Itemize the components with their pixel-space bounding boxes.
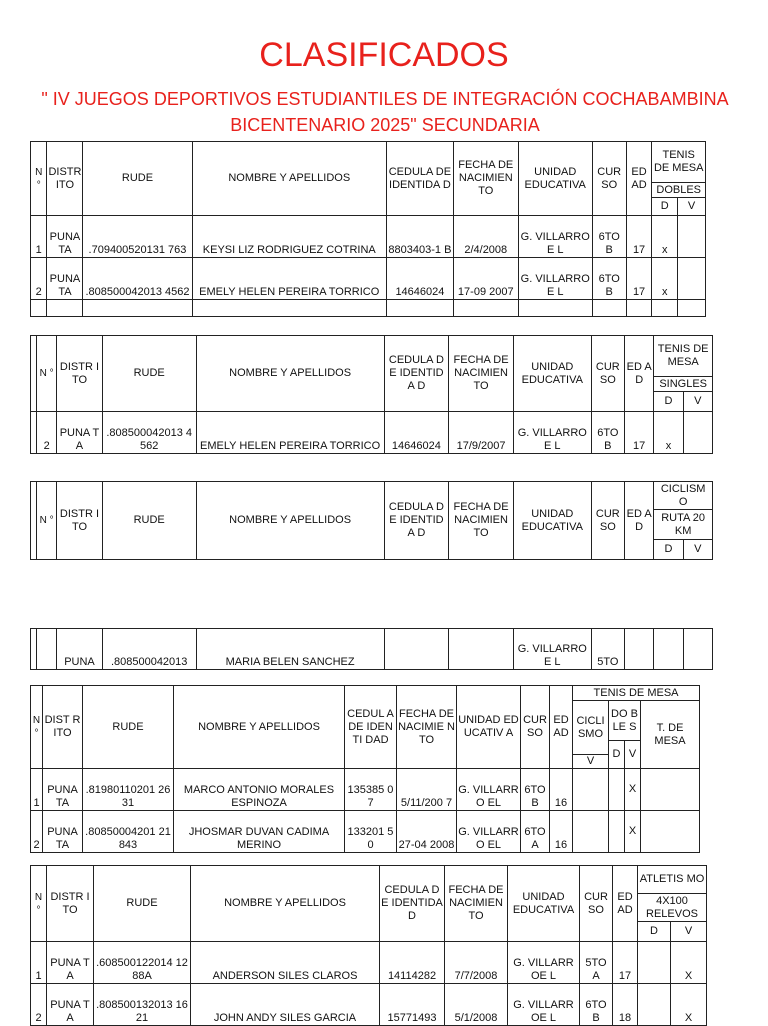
header-rude: RUDE bbox=[102, 336, 196, 412]
cell-rude: .80850004201 21843 bbox=[83, 811, 174, 853]
cell-fecha bbox=[449, 629, 514, 670]
cell-tdemesa bbox=[641, 769, 700, 811]
header-curso: CUR SO bbox=[591, 482, 624, 560]
header-curso: CUR SO bbox=[580, 866, 613, 942]
cell-curso: 5TO A bbox=[580, 942, 613, 984]
cell-ci: 14646024 bbox=[386, 258, 453, 300]
header-cedula: CEDUL A DE IDENTI DAD bbox=[345, 686, 397, 769]
cell-distrito: PUNA TA bbox=[47, 984, 94, 1026]
header-n: N ° bbox=[37, 336, 57, 412]
cell-nombre: EMELY HELEN PEREIRA TORRICO bbox=[192, 258, 386, 300]
cell-nombre: ANDERSON SILES CLAROS bbox=[191, 942, 380, 984]
table-row bbox=[31, 769, 700, 811]
cell-nombre: MARCO ANTONIO MORALES ESPINOZA bbox=[174, 769, 345, 811]
cell-d: x bbox=[654, 412, 683, 454]
header-fecha: FECHA DE NACIMIEN TO bbox=[453, 142, 518, 216]
cell-edad: 18 bbox=[613, 984, 638, 1026]
cell-unidad: G. VILLARROE L bbox=[513, 629, 591, 670]
header-rude: RUDE bbox=[83, 686, 174, 769]
header-unidad: UNIDAD EDUCATIVA bbox=[518, 142, 592, 216]
cell-ci bbox=[384, 629, 449, 670]
header-sport: TENIS DE MESA bbox=[652, 142, 706, 183]
header-unidad: UNIDAD EDUCATIVA bbox=[508, 866, 580, 942]
cell-distrito: PUNA TA bbox=[47, 942, 94, 984]
header-v: V bbox=[683, 392, 712, 412]
header-tdemesa: T. DE MESA bbox=[641, 701, 700, 769]
cell-d bbox=[638, 984, 671, 1026]
header-cedula: CEDULA DE IDENTIDA D bbox=[384, 482, 449, 560]
header-v: V bbox=[683, 540, 712, 560]
cell-unidad: G. VILLARRO EL bbox=[457, 811, 521, 853]
header-edad: ED AD bbox=[550, 686, 573, 769]
cell-fecha: 17-09 2007 bbox=[453, 258, 518, 300]
table-row bbox=[31, 258, 706, 300]
table-row bbox=[31, 942, 707, 984]
header-edad: ED AD bbox=[625, 482, 654, 560]
cell-d bbox=[654, 629, 683, 670]
cell-fecha: 5/1/2008 bbox=[445, 984, 508, 1026]
cell-v: X bbox=[625, 811, 641, 853]
header-d: D bbox=[654, 392, 683, 412]
table-row-empty bbox=[31, 300, 706, 317]
cell-v bbox=[683, 412, 712, 454]
cell-rude: .808500042013 bbox=[102, 629, 196, 670]
cell-unidad: G. VILLARRO EL bbox=[457, 769, 521, 811]
cell-curso: 6TO B bbox=[592, 216, 626, 258]
cell-edad: 16 bbox=[550, 811, 573, 853]
cell-ci: 14114282 bbox=[380, 942, 445, 984]
cell-fecha: 17/9/2007 bbox=[449, 412, 514, 454]
header-nombre: NOMBRE Y APELLIDOS bbox=[196, 336, 384, 412]
cell-d: x bbox=[652, 216, 678, 258]
header-distrito: DIST RITO bbox=[43, 686, 83, 769]
subtitle-line-1: " IV JUEGOS DEPORTIVOS ESTUDIANTILES DE INTEGRACIÓN COCHABAMBINA bbox=[41, 89, 729, 109]
cell-unidad: G. VILLARROE L bbox=[508, 942, 580, 984]
header-modality: SINGLES bbox=[654, 377, 713, 392]
cell-edad bbox=[625, 629, 654, 670]
cell-nombre: EMELY HELEN PEREIRA TORRICO bbox=[196, 412, 384, 454]
header-ciclismo: CICLI SMO bbox=[573, 701, 609, 755]
cell-tdemesa bbox=[641, 811, 700, 853]
cell-d: x bbox=[652, 258, 678, 300]
header-modality: RUTA 20 KM bbox=[654, 510, 713, 540]
header-rude: RUDE bbox=[102, 482, 196, 560]
header-distrito: DISTR ITO bbox=[47, 866, 94, 942]
table-ciclismo-rows bbox=[30, 628, 713, 670]
cell-curso: 6TO B bbox=[580, 984, 613, 1026]
cell-d bbox=[609, 811, 625, 853]
cell-unidad: G. VILLARROE L bbox=[513, 412, 591, 454]
header-nombre: NOMBRE Y APELLIDOS bbox=[191, 866, 380, 942]
cell-n: 1 bbox=[31, 769, 43, 811]
cell-fecha: 2/4/2008 bbox=[453, 216, 518, 258]
cell-curso: 6TO B bbox=[592, 258, 626, 300]
header-unidad: UNIDAD EDUCATIVA bbox=[513, 482, 591, 560]
page-subtitle bbox=[40, 86, 730, 138]
cell-v bbox=[683, 629, 712, 670]
header-cedula: CEDULA DE IDENTIDA D bbox=[380, 866, 445, 942]
header-distrito: DISTR ITO bbox=[57, 482, 102, 560]
cell-distrito: PUNA TA bbox=[57, 412, 102, 454]
header-distrito: DISTR ITO bbox=[57, 336, 102, 412]
header-v: V bbox=[671, 922, 707, 942]
header-cedula: CEDULA DE IDENTIDA D bbox=[384, 336, 449, 412]
header-fecha: FECHA DE NACIMIE NTO bbox=[397, 686, 457, 769]
table-tenis-varones bbox=[30, 685, 700, 853]
cell-curso: 6TO A bbox=[521, 811, 550, 853]
header-n: N ° bbox=[31, 142, 47, 216]
cell-distrito: PUNA TA bbox=[43, 811, 83, 853]
header-n: N ° bbox=[31, 686, 43, 769]
table-row bbox=[31, 984, 707, 1026]
cell-rude: .808500042013 4562 bbox=[83, 258, 192, 300]
cell-n: 1 bbox=[31, 216, 47, 258]
header-v: V bbox=[678, 198, 706, 216]
table-atletismo bbox=[30, 865, 707, 1026]
cell-edad: 17 bbox=[613, 942, 638, 984]
header-d: D bbox=[609, 741, 625, 769]
header-unidad: UNIDAD EDUCATIV A bbox=[457, 686, 521, 769]
cell-curso: 6TO B bbox=[521, 769, 550, 811]
page-title: CLASIFICADOS bbox=[259, 36, 509, 74]
header-fecha: FECHA DE NACIMIEN TO bbox=[449, 482, 514, 560]
header-fecha: FECHA DE NACIMIEN TO bbox=[445, 866, 508, 942]
cell-n: 2 bbox=[31, 258, 47, 300]
cell-n: 2 bbox=[37, 412, 57, 454]
header-edad: ED AD bbox=[626, 142, 652, 216]
header-rude: RUDE bbox=[83, 142, 192, 216]
cell-nombre: JOHN ANDY SILES GARCIA bbox=[191, 984, 380, 1026]
cell-ci: 133201 50 bbox=[345, 811, 397, 853]
cell-edad: 17 bbox=[625, 412, 654, 454]
cell-n bbox=[37, 629, 57, 670]
table-row bbox=[31, 811, 700, 853]
header-nombre: NOMBRE Y APELLIDOS bbox=[174, 686, 345, 769]
cell-rude: .808500132013 1621 bbox=[94, 984, 191, 1026]
header-unidad: UNIDAD EDUCATIVA bbox=[513, 336, 591, 412]
cell-ci: 15771493 bbox=[380, 984, 445, 1026]
cell-v: X bbox=[625, 769, 641, 811]
header-d: D bbox=[638, 922, 671, 942]
header-modality: 4X100 RELEVOS bbox=[638, 894, 707, 922]
cell-d bbox=[609, 769, 625, 811]
cell-nombre: JHOSMAR DUVAN CADIMA MERINO bbox=[174, 811, 345, 853]
cell-unidad: G. VILLARROE L bbox=[518, 216, 592, 258]
header-modality: DOBLES bbox=[652, 183, 706, 198]
cell-v bbox=[678, 216, 706, 258]
cell-v: X bbox=[671, 942, 707, 984]
header-cedula: CEDULA DE IDENTIDA D bbox=[386, 142, 453, 216]
cell-d bbox=[638, 942, 671, 984]
cell-distrito: PUNA TA bbox=[43, 769, 83, 811]
header-curso: CUR SO bbox=[592, 142, 626, 216]
header-d: D bbox=[654, 540, 683, 560]
cell-rude: .608500122014 1288A bbox=[94, 942, 191, 984]
header-nombre: NOMBRE Y APELLIDOS bbox=[192, 142, 386, 216]
cell-unidad: G. VILLARROE L bbox=[508, 984, 580, 1026]
header-curso: CUR SO bbox=[521, 686, 550, 769]
header-sport: ATLETIS MO bbox=[638, 866, 707, 894]
cell-rude: .709400520131 763 bbox=[83, 216, 192, 258]
cell-ciclismo bbox=[573, 769, 609, 811]
table-tenis-dobles bbox=[30, 141, 706, 317]
header-group: TENIS DE MESA bbox=[573, 686, 700, 701]
header-sport: CICLISM O bbox=[654, 482, 713, 510]
table-row bbox=[31, 216, 706, 258]
cell-v bbox=[678, 258, 706, 300]
header-edad: ED AD bbox=[625, 336, 654, 412]
cell-ci: 14646024 bbox=[384, 412, 449, 454]
cell-nombre: KEYSI LIZ RODRIGUEZ COTRINA bbox=[192, 216, 386, 258]
cell-distrito: PUNA TA bbox=[47, 258, 83, 300]
cell-ciclismo bbox=[573, 811, 609, 853]
header-n: N ° bbox=[37, 482, 57, 560]
cell-distrito: PUNA TA bbox=[47, 216, 83, 258]
cell-fecha: 7/7/2008 bbox=[445, 942, 508, 984]
cell-v: X bbox=[671, 984, 707, 1026]
cell-n: 2 bbox=[31, 811, 43, 853]
cell-ci: 8803403-1 B bbox=[386, 216, 453, 258]
header-edad: ED AD bbox=[613, 866, 638, 942]
cell-rude: .81980110201 2631 bbox=[83, 769, 174, 811]
header-curso: CUR SO bbox=[591, 336, 624, 412]
cell-rude: .808500042013 4562 bbox=[102, 412, 196, 454]
cell-fecha: 5/11/200 7 bbox=[397, 769, 457, 811]
header-nombre: NOMBRE Y APELLIDOS bbox=[196, 482, 384, 560]
header-v-ciclismo: V bbox=[573, 755, 609, 769]
subtitle-line-2: BICENTENARIO 2025" SECUNDARIA bbox=[230, 115, 540, 135]
cell-distrito: PUNA bbox=[57, 629, 102, 670]
header-d: D bbox=[652, 198, 678, 216]
header-distrito: DISTR ITO bbox=[47, 142, 83, 216]
table-row bbox=[31, 629, 713, 670]
cell-unidad: G. VILLARROE L bbox=[518, 258, 592, 300]
cell-fecha: 27-04 2008 bbox=[397, 811, 457, 853]
header-dobles: DO BLE S bbox=[609, 701, 641, 741]
cell-edad: 16 bbox=[550, 769, 573, 811]
table-row bbox=[31, 412, 713, 454]
cell-curso: 5TO bbox=[591, 629, 624, 670]
table-ciclismo bbox=[30, 481, 713, 560]
cell-curso: 6TO B bbox=[591, 412, 624, 454]
cell-edad: 17 bbox=[626, 216, 652, 258]
table-tenis-singles bbox=[30, 335, 713, 454]
cell-nombre: MARIA BELEN SANCHEZ bbox=[196, 629, 384, 670]
header-v: V bbox=[625, 741, 641, 769]
cell-n: 1 bbox=[31, 942, 47, 984]
cell-n: 2 bbox=[31, 984, 47, 1026]
header-sport: TENIS DE MESA bbox=[654, 336, 713, 377]
header-n: N ° bbox=[31, 866, 47, 942]
cell-ci: 135385 07 bbox=[345, 769, 397, 811]
cell-edad: 17 bbox=[626, 258, 652, 300]
header-rude: RUDE bbox=[94, 866, 191, 942]
header-fecha: FECHA DE NACIMIEN TO bbox=[449, 336, 514, 412]
